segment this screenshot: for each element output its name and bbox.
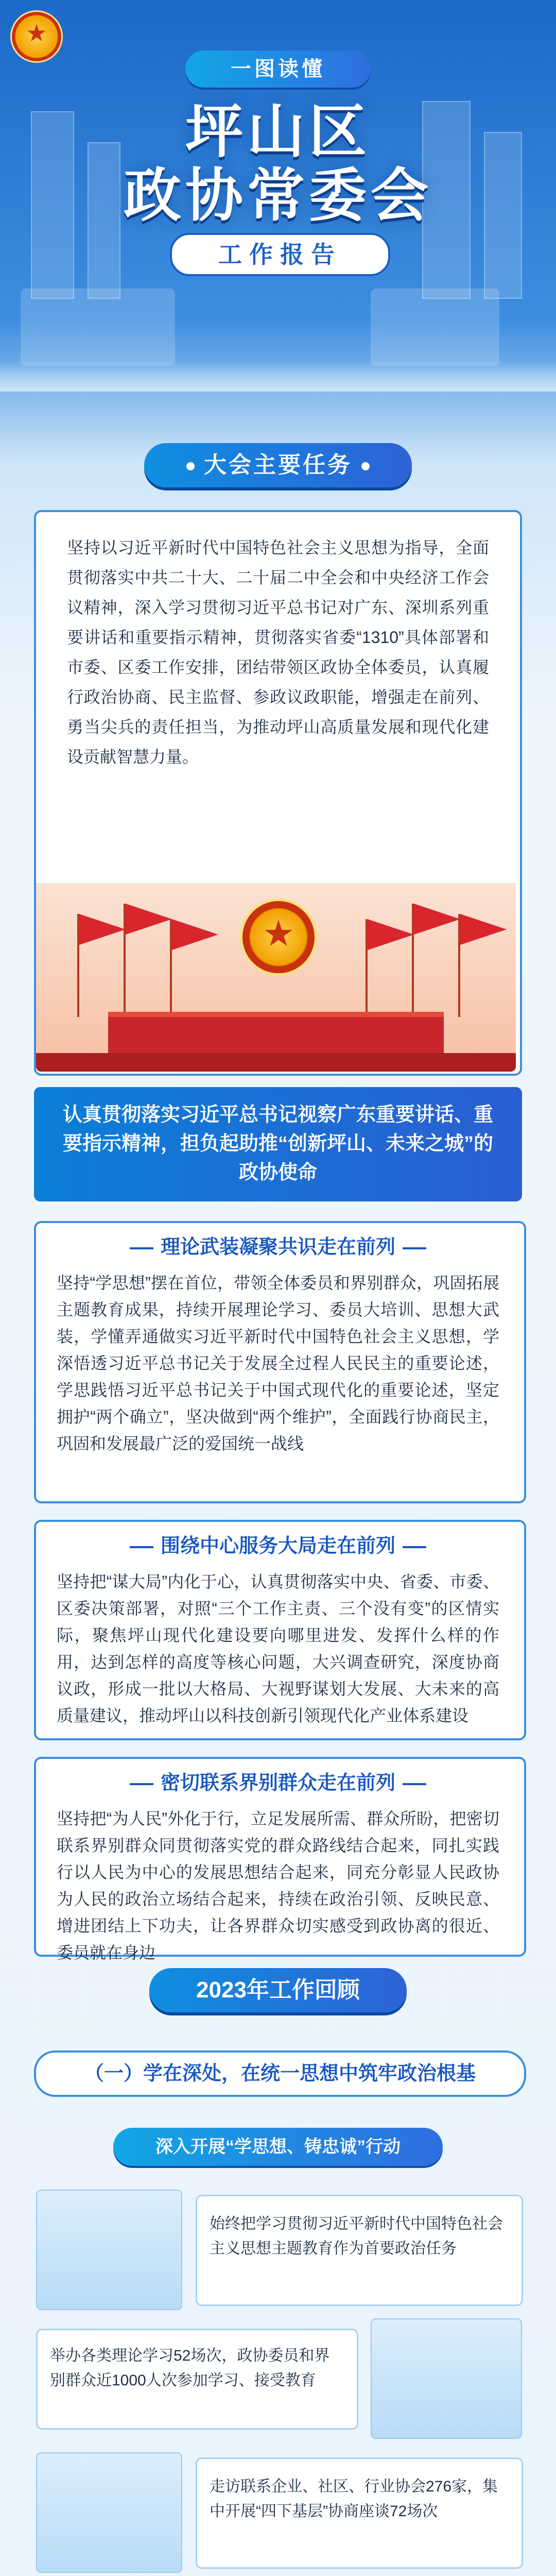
dot-icon bbox=[186, 462, 195, 470]
hero-fade bbox=[0, 361, 556, 392]
main-tasks-text: 坚持以习近平新时代中国特色社会主义思想为指导，全面贯彻落实中共二十大、二十届二中全会和中央经济工作会议精神，深入学习贯彻习近平总书记对广东、深圳系列重要讲话和重要指示精神，贯彻落实省委“1310”具体部署和市委、区委工作安排，团结带领区政协全体委员，认真履行政治协商、民主监督、参政议政职能，增强走在前列、勇当尖兵的责任担当，为推动坪山高质量发展和现代化建设贡献智慧力量。 bbox=[67, 538, 489, 766]
main-tasks-card bbox=[34, 510, 522, 1076]
subcard-body: 坚持把“谋大局”内化于心，认真贯彻落实中央、省委、市委、区委决策部署，对照“三个工作主责、三个没有变”的区情实际，聚焦坪山现代化建设要向哪里进发、发挥什么样的作用，达到怎样的高度等核心问题，大兴调查研究，深度协商议政，形成一批以大格局、大视野谋划大发展、大未来的高质量建议，推动坪山以科技创新引领现代化产业体系建设 bbox=[57, 1572, 499, 1725]
red-flag-icon bbox=[414, 904, 460, 935]
hero-title-line2: 政协常委会 bbox=[124, 163, 432, 228]
subcard-body: 坚持“学思想”摆在首位，带领全体委员和界别群众，巩固拓展主题教育成果，持续开展理论学习、委员大培训、思想大武装，学懂弄通做实习近平新时代中国特色社会主义思想，学深悟透习近平总书记关于发展全过程人民民主的重要论述，学思践悟习近平总书记关于中国式现代化的重要论述，坚定拥护“两个确立”，坚决做到“两个维护”，全面践行协商民主，巩固和发展最广泛的爱国统一战线 bbox=[57, 1274, 499, 1453]
lecture-illustration bbox=[371, 2318, 522, 2439]
section-header-main-tasks bbox=[144, 443, 412, 487]
title-line bbox=[130, 1546, 153, 1548]
title-line bbox=[403, 1247, 426, 1249]
red-flag-icon bbox=[368, 919, 414, 950]
study-illustration bbox=[36, 2190, 182, 2310]
subcard-title-text: 围绕中心服务大局走在前列 bbox=[160, 1535, 395, 1557]
hero-title-line1: 坪山区 bbox=[185, 99, 371, 164]
section-header-label: 大会主要任务 bbox=[204, 452, 352, 478]
cppcc-emblem-icon bbox=[240, 899, 317, 976]
stage-floor bbox=[36, 1053, 516, 1072]
part1-title: （一）学在深处，在统一思想中筑牢政治根基 bbox=[34, 2050, 526, 2097]
dot-icon bbox=[361, 462, 370, 470]
subcard-masses bbox=[34, 1757, 526, 1962]
title-line bbox=[403, 1546, 426, 1548]
subcard-theory bbox=[34, 1221, 526, 1503]
subcard-title-text: 密切联系界别群众走在前列 bbox=[160, 1772, 395, 1794]
laptop-illustration bbox=[371, 289, 499, 366]
hero-banner bbox=[0, 0, 556, 392]
subcard-title bbox=[36, 1533, 520, 1559]
theme1-item bbox=[196, 2195, 523, 2306]
subcard-title-text: 理论武装凝聚共识走在前列 bbox=[160, 1236, 395, 1258]
theme1-item-text: 举办各类理论学习52场次，政协委员和界别群众近1000人次参加学习、接受教育 bbox=[50, 2347, 330, 2389]
red-flag-icon bbox=[79, 914, 126, 945]
red-flag-icon bbox=[172, 919, 218, 950]
hero-tag: 一图读懂 bbox=[185, 50, 371, 88]
theme1-title: 深入开展“学思想、铸忠诚”行动 bbox=[113, 2128, 443, 2166]
visit-illustration bbox=[36, 2452, 182, 2573]
theme1-item bbox=[36, 2329, 358, 2430]
red-flag-icon bbox=[460, 914, 507, 945]
meeting-stage-illustration bbox=[36, 883, 516, 1072]
title-line bbox=[130, 1247, 153, 1249]
hero-subtitle: 工作报告 bbox=[170, 233, 390, 276]
theme1-item-text: 走访联系企业、社区、行业协会276家，集中开展“四下基层”协商座谈72场次 bbox=[210, 2478, 498, 2520]
subcard-title bbox=[36, 1234, 520, 1260]
theme1-item bbox=[196, 2458, 523, 2569]
red-flag-icon bbox=[126, 904, 172, 935]
subcard-service bbox=[34, 1520, 526, 1740]
subcard-title bbox=[36, 1770, 520, 1796]
subcard-body: 坚持把“为人民”外化于行，立足发展所需、群众所盼，把密切联系界别群众同贯彻落实党的群众路线结合起来，同扎实践行以人民为中心的发展思想结合起来，同充分彰显人民政协为人民的政治立场结合起来，持续在政治引领、反映民意、增进团结上下功夫，让各界群众切实感受到政协离的很近、委员就在身边 bbox=[57, 1809, 499, 1962]
mission-banner bbox=[34, 1087, 522, 1201]
title-line bbox=[130, 1783, 153, 1785]
rostrum-table bbox=[108, 1012, 444, 1058]
cppcc-emblem-icon bbox=[10, 10, 63, 63]
mission-banner-text: 认真贯彻落实习近平总书记视察广东重要讲话、重要指示精神，担负起助推“创新坪山、未来之城”的政协使命 bbox=[62, 1104, 493, 1183]
title-line bbox=[403, 1783, 426, 1785]
review-header: 2023年工作回顾 bbox=[149, 1968, 407, 2012]
theme1-item-text: 始终把学习贯彻习近平新时代中国特色社会主义思想主题教育作为首要政治任务 bbox=[210, 2215, 503, 2257]
desk-illustration bbox=[21, 289, 175, 366]
